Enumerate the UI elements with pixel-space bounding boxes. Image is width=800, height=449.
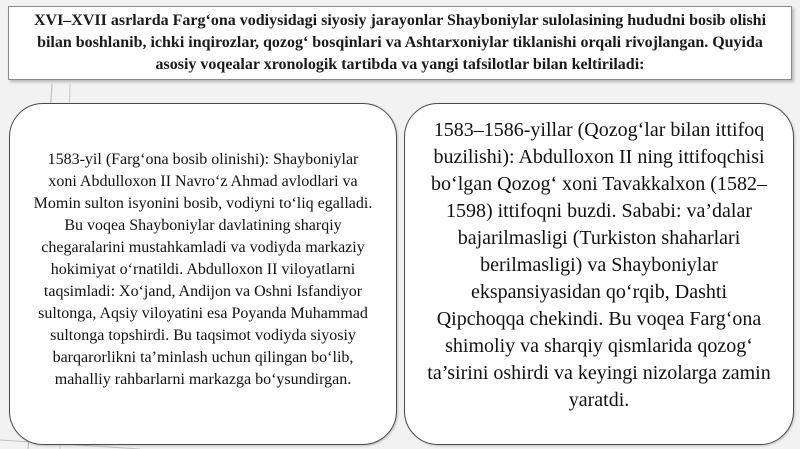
event-card-1583 xyxy=(9,103,397,445)
header-box xyxy=(8,6,792,80)
header-text: XVI–XVII asrlarda Farg‘ona vodiysidagi siyosiy jarayonlar Shayboniylar sulolasining hududni bosib olishi bilan boshlanib, ichki inqirozlar, qozog‘ bosqinlari va Ashtarxoniylar tiklanishi orqali rivojlangan. Quyida asosiy voqealar xronologik tartibda va yangi tafsilotlar bilan keltiriladi: xyxy=(33,12,767,73)
event-card-1583-text: 1583-yil (Farg‘ona bosib olinishi): Shayboniylar xoni Abdulloxon II Navro‘z Ahmad avlodlari va Momin sulton isyonini bosib, vodiyni to‘liq egalladi. Bu voqea Shayboniylar davlatining sharqiy chegaralarini mustahkamladi va vodiyda markaziy hokimiyat o‘rnatildi. Abdulloxon II viloyatlarni taqsimladi: Xo‘jand, Andijon va Oshni Isfandiyor sultonga, Aqsiy viloyatini esa Poyanda Muhammad sultonga topshirdi. Bu taqsimot vodiyda siyosiy barqarorlikni ta’minlash uchun qilingan bo‘lib, mahalliy rahbarlarni markazga bo‘ysundirgan. xyxy=(33,151,373,388)
event-card-1583-1586-text: 1583–1586-yillar (Qozog‘lar bilan ittifoq buzilishi): Abdulloxon II ning ittifoqchisi bo‘lgan Qozog‘ xoni Tavakkalxon (1582–1598) ittifoqni buzdi. Sababi: va’dalar bajarilmasligi (Turkiston shaharlari berilmasligi) va Shayboniylar ekspansiyasidan qo‘rqib, Dashti Qipchoqqa chekindi. Bu voqea Farg‘ona shimoliy va sharqiy qismlarida qozog‘ ta’sirini oshirdi va keyingi nizolarga zamin yaratdi. xyxy=(427,118,771,411)
event-card-1583-1586 xyxy=(404,103,794,445)
